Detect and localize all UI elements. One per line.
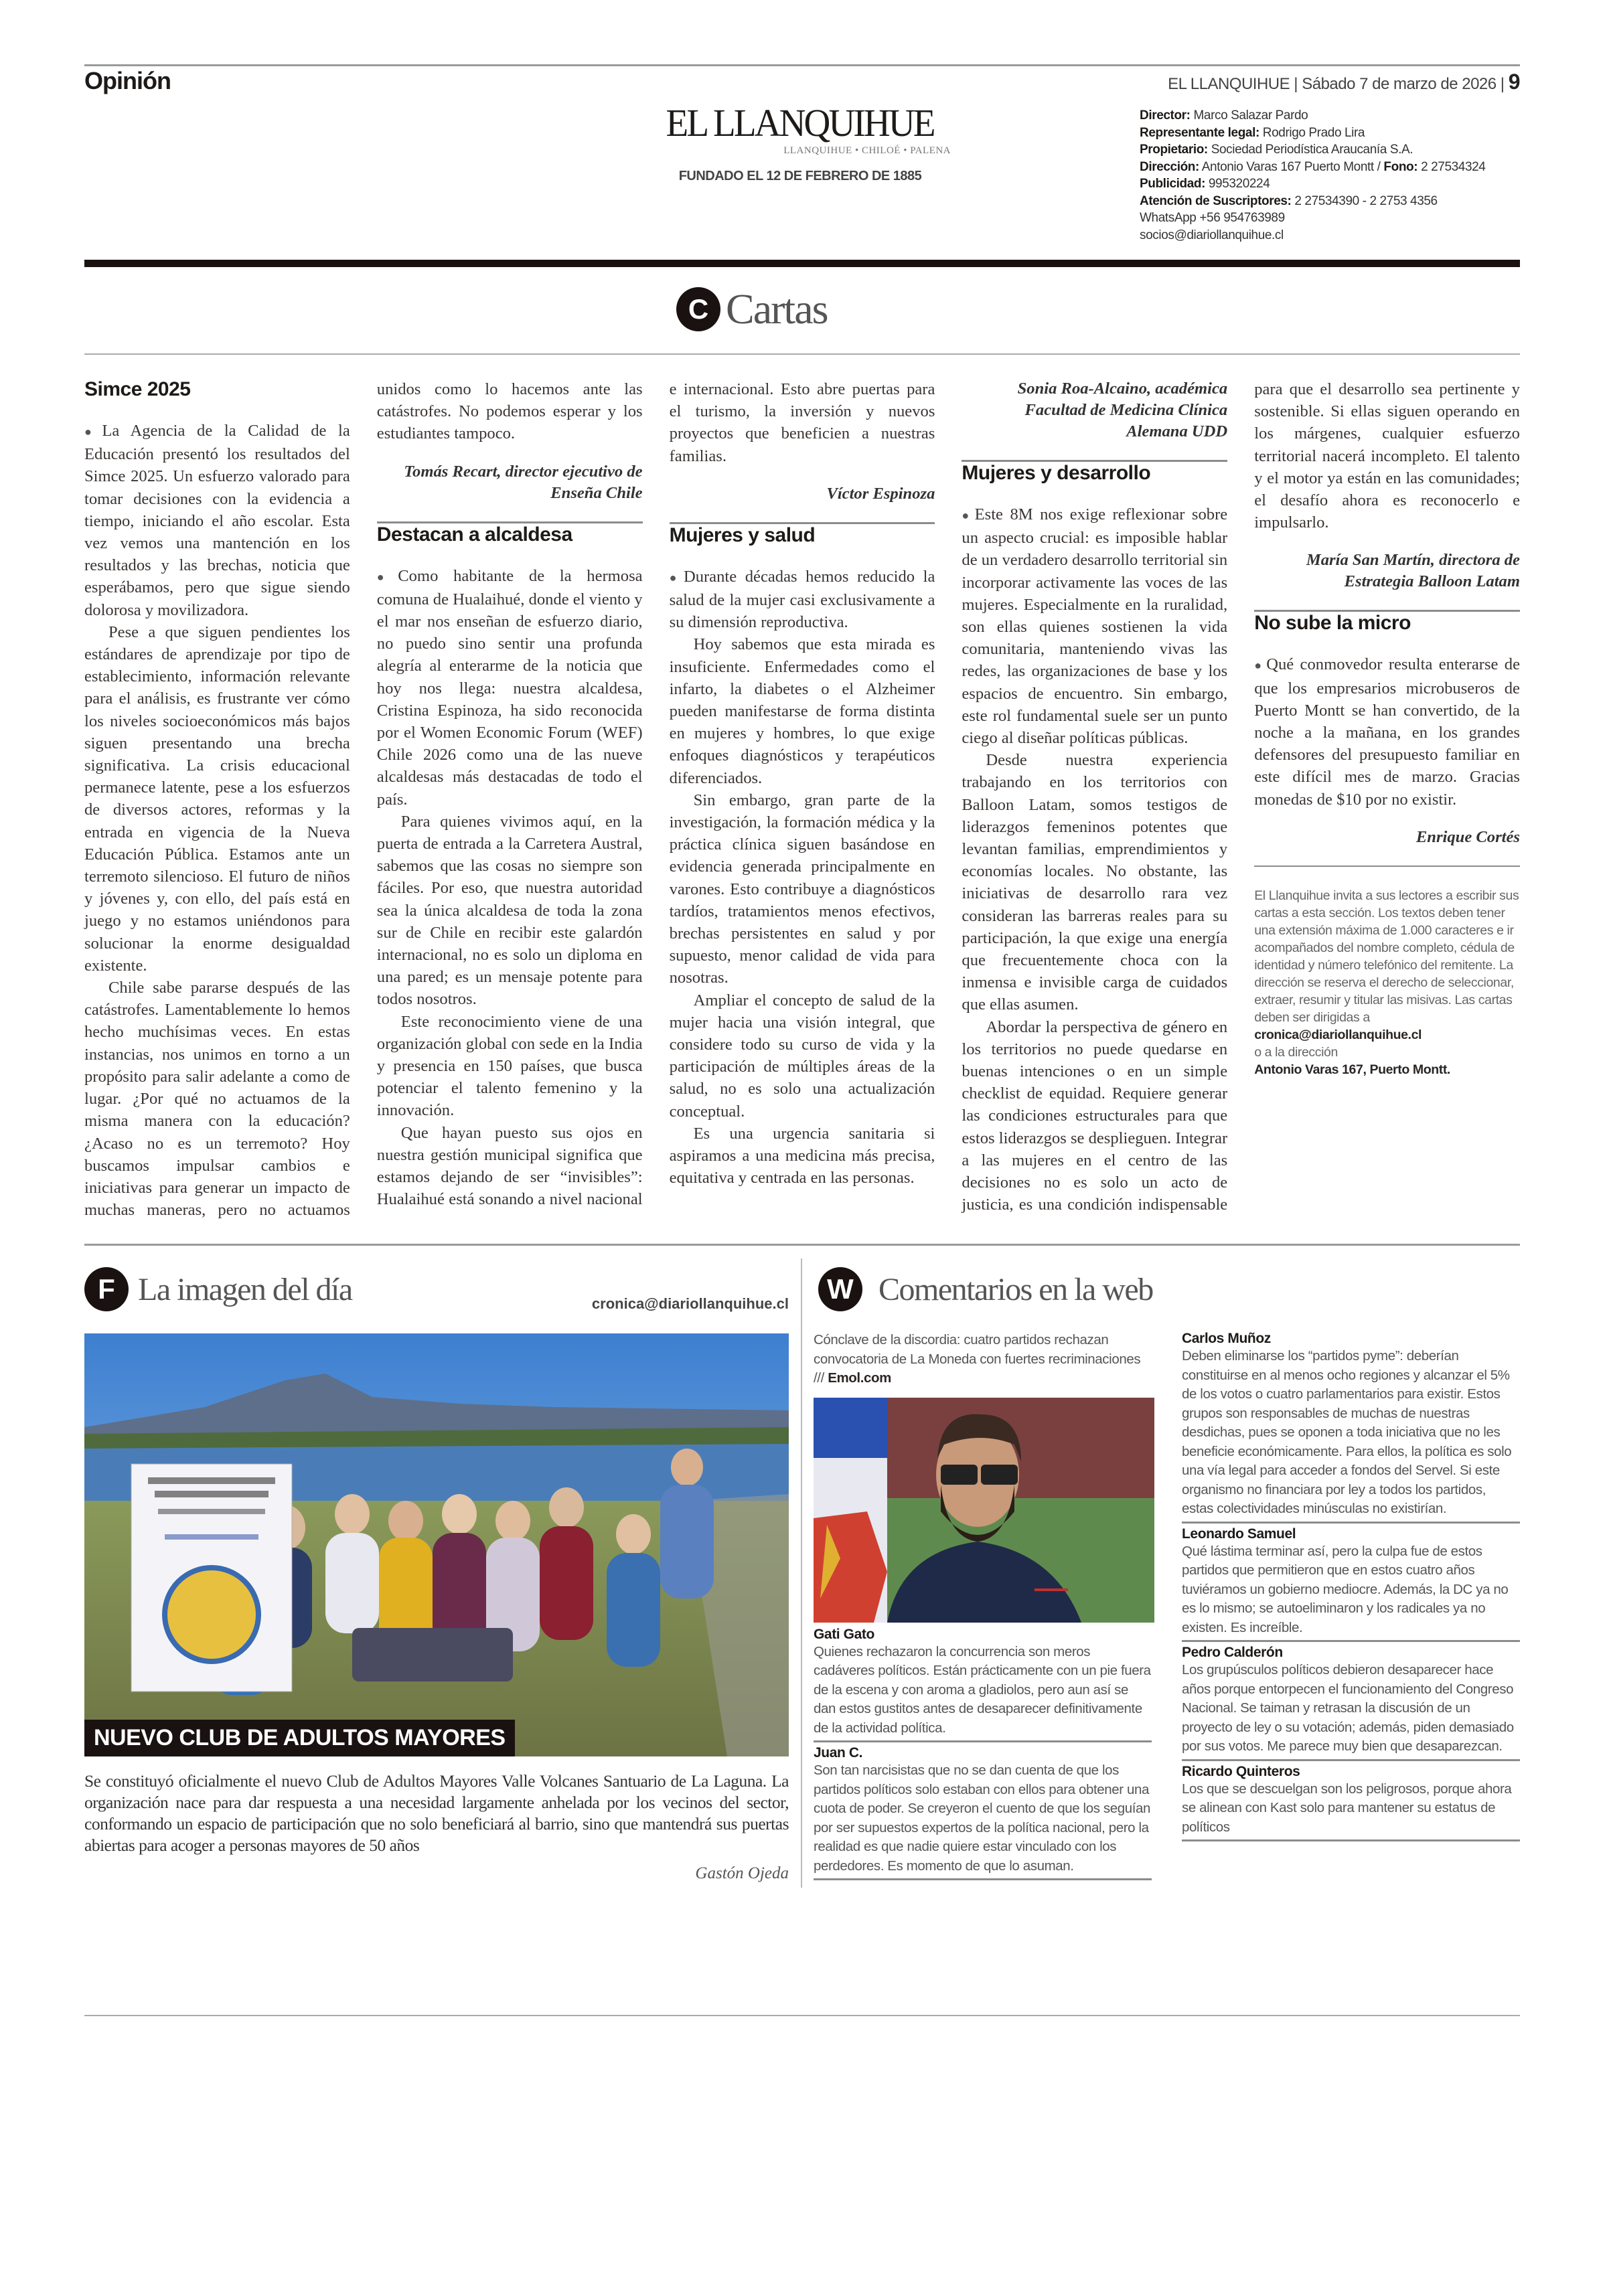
credit-label: Publicidad:	[1140, 177, 1205, 191]
letter-paragraph: Pese a que siguen pendientes los estándares de aprendizaje por tipo de establecimiento, información relevante para el análisis, es frustrante ver cómo los niveles socioeconómicos más bajos siguen presentando una brecha significativa. La crisis educacional permanece latente, pese a los esfuerzos de diversos actores, reformas y la entrada en vigencia de la Nueva Educación Pública. Estamos ante un terremoto silencioso. El futuro de niños y jóvenes y, con ello, del país está en juego y no estamos uniéndonos para solucionar la enorme desigualdad existente.	[84, 623, 350, 975]
credit-value: Marco Salazar Pardo	[1193, 108, 1308, 122]
cartas-rule	[84, 353, 1520, 355]
comment-item	[814, 1745, 1152, 1880]
letters-columns	[84, 378, 1520, 1230]
paper-name: EL LLANQUIHUE	[1168, 75, 1290, 93]
letter-paragraph	[670, 566, 935, 634]
credit-label: Fono:	[1383, 159, 1418, 174]
letter-paragraph: Para quienes vivimos aquí, en la puerta de entrada a la Carretera Austral, sabemos que las cosas no siempre son fáciles. Por eso, que nuestra autoridad sea la única alcaldesa de toda la zona sur de Chile en recibir este galardón internacional, no es solo un diploma en una pared; es un mensaje potente para todos nosotros.	[376, 812, 643, 1009]
news-photo	[814, 1398, 1154, 1623]
bullet-icon: ●	[1254, 659, 1264, 673]
top-rule	[84, 64, 1520, 66]
logo-name: EL LLANQUIHUE	[666, 101, 935, 145]
comment-text: Deben eliminarse los “partidos pyme”: deberían constituirse en al menos ocho regiones y alcanzar el 5% de los votos o cuatro parlamentarios para existir. Estos grupos son responsables de muchas de nuestras desdichas, pues se oponen a toda iniciativa que no les beneficie económicamente. Para ellos, la política es solo una vía legal para acceder a fondos del Servel. Si este organismo no financiara por ley a todos los partidos, estas colectividades minúsculas no existirían.	[1182, 1348, 1512, 1516]
letter-signature: Tomás Recart, director ejecutivo de Enseña Chile	[404, 462, 643, 502]
comment-item	[814, 1627, 1152, 1743]
letter-title: Mujeres y desarrollo	[962, 462, 1151, 484]
comment-item	[1182, 1764, 1520, 1842]
credit-label: Atención de Suscriptores:	[1140, 193, 1292, 208]
issue-date: Sábado 7 de marzo de 2026	[1302, 75, 1497, 93]
letter-title: Simce 2025	[84, 378, 191, 400]
note-text: El Llanquihue invita a sus lectores a escribir sus cartas a esta sección. Los textos deben tener una extensión máxima de 1.000 caracteres e ir acompañados del nombre completo, cédula de identidad y número telefónico del remitente. La dirección se reserva el derecho de seleccionar, extraer, resumir y titular las misivas. Las cartas deben ser dirigidas a	[1254, 888, 1519, 1025]
comment-item	[1182, 1645, 1520, 1761]
comment-item	[1182, 1526, 1520, 1643]
letter-signature: María San Martín, directora de Estrategia Balloon Latam	[1306, 551, 1520, 591]
comment-author: Carlos Muñoz	[1182, 1331, 1271, 1346]
credit-value: Rodrigo Prado Lira	[1262, 125, 1365, 140]
paragraph-text: La Agencia de la Calidad de la Educación presentó los resultados del Simce 2025. Un esfuerzo valorado para tomar decisiones con la evidencia a tiempo, iniciando el año escolar. Esta vez vemos una mantención en los resultados y las brechas, noticia que esperábamos, pero que sigue siendo dolorosa y movilizadora.	[84, 422, 350, 619]
comment-author: Pedro Calderón	[1182, 1645, 1283, 1660]
credit-line	[1140, 193, 1485, 210]
letter-title: Mujeres y salud	[669, 523, 816, 546]
masthead-logo	[643, 100, 958, 184]
letter-paragraph	[377, 565, 643, 811]
letter	[1254, 612, 1520, 866]
credit-line	[1140, 159, 1485, 176]
comment-author: Leonardo Samuel	[1182, 1526, 1296, 1542]
letter-paragraph: Sin embargo, gran parte de la investigación, la formación médica y la práctica clínica siguen basándose en evidencia generada principalmente en varones. Esto contribuye a diagnósticos tardíos, tratamientos menos efectivos, brechas persistentes en salud y por supuesto, menor calidad de vida para nosotras.	[669, 791, 935, 987]
letter-title: Destacan a alcaldesa	[376, 523, 572, 546]
credit-line	[1140, 125, 1485, 142]
cartas-c-icon: C	[676, 287, 720, 331]
letter-paragraph: Abordar la perspectiva de género en los territorios no puede quedarse en buenas intenciones o en un simple checklist de equidad. Requiere generar las condiciones estructurales para que estos liderazgos se desplieguen. Integrar a las mujeres en el centro de las decisiones no es solo un acto de justicia, es una condición indispensable para que el desarrollo sea pertinente y sostenible. Si ellas siguen operando en los márgenes, cualquier esfuerzo territorial nacerá incompleto. El talento y el motor ya están en las comunidades; el desafío ahora es reconocerlo e impulsarlo.	[962, 380, 1520, 1214]
letter-paragraph: Es una urgencia sanitaria si aspiramos a una medicina más precisa, equitativa y centrada en las personas.	[669, 1124, 935, 1187]
credit-value: 2 27534324	[1421, 159, 1486, 174]
submission-note	[1254, 887, 1520, 1078]
comentarios-w-icon: W	[818, 1267, 862, 1311]
comment-text: Qué lástima terminar así, pero la culpa fue de estos partidos que permitieron que en estos cuatro años tuviéramos un gobierno mediocre. Además, la DC ya no es lo mismo; se autoeliminaron y los radicales ya no existen. Es increíble.	[1182, 1543, 1509, 1635]
paragraph-text: Como habitante de la hermosa comuna de Hualaihué, donde el viento y el mar nos enseñan de esfuerzo diario, no puedo sino sentir una profunda alegría al enterarme de la noticia que hoy nos llega: nuestra alcaldesa, Cristina Espinoza, ha sido reconocida por el Women Economic Forum (WEF) Chile 2026 como una de las nueve alcaldesas más destacadas de todo el país.	[376, 566, 643, 809]
comments-columns	[814, 1331, 1520, 1893]
imagen-header	[84, 1267, 352, 1311]
credit-value: Antonio Varas 167 Puerto Montt /	[1201, 159, 1381, 174]
comentarios-title: Comentarios en la web	[878, 1271, 1153, 1307]
letter-paragraph	[1254, 653, 1520, 810]
founded-line: FUNDADO EL 12 DE FEBRERO DE 1885	[678, 169, 922, 183]
credit-value: 995320224	[1208, 177, 1270, 191]
letter-paragraph: Este reconocimiento viene de una organización global con sede en la India y presencia en 150 países, que busca potenciar el talento femenino y la innovación.	[376, 1012, 643, 1120]
letter-signature: Víctor Espinoza	[826, 484, 935, 503]
dateline: EL LLANQUIHUE | Sábado 7 de marzo de 2026 | 9	[1168, 70, 1520, 94]
bottom-rule	[84, 2015, 1520, 2016]
logo-subtitle: LLANQUIHUE • CHILOÉ • PALENA	[783, 145, 951, 156]
comment-text: Los que se descuelgan son los peligrosos, porque ahora se alinean con Kast solo para mantener su estatus de políticos	[1182, 1781, 1512, 1835]
letter-title: No sube la micro	[1254, 612, 1411, 635]
comment-text: Quienes rechazaron la concurrencia son meros cadáveres políticos. Están prácticamente con un pie fuera de la escena y con aroma a gladiolos, pero aun así se dan estos gustitos antes de desaparecer definitivamente de la actividad política.	[814, 1643, 1151, 1736]
credit-line	[1140, 175, 1485, 193]
imagen-f-icon: F	[84, 1267, 129, 1311]
credit-label: Representante legal:	[1140, 125, 1259, 140]
letter-paragraph	[84, 420, 350, 621]
letter-paragraph	[962, 503, 1227, 749]
bullet-icon: ●	[962, 509, 972, 522]
imagen-email[interactable]: cronica@diariollanquihue.cl	[591, 1295, 789, 1312]
contact-email[interactable]: socios@diariollanquihue.cl	[1140, 228, 1284, 242]
letter-divider	[1254, 866, 1520, 867]
staff-credits	[1140, 107, 1485, 244]
group-photo-image	[84, 1333, 789, 1756]
credit-label: Dirección:	[1140, 159, 1199, 174]
paragraph-text: Qué conmovedor resulta enterarse de que los empresarios microbuseros de Puerto Montt se han convertido, de la noche a la mañana, en los grandes defensores del presupuesto familiar en este difícil mes de marzo. Gracias monedas de $10 por no existir.	[1254, 655, 1520, 809]
bullet-icon: ●	[669, 570, 681, 584]
letter-paragraph: Chile sabe pararse después de las catástrofes. Lamentablemente lo hemos hecho muchísimas veces. En estas instancias, nos unimos en torno a un propósito para salir adelante a como de lugar. ¿Por qué no actuamos de la misma manera con la educación? ¿Acaso no es un terremoto? Hoy buscamos impulsar cambios e iniciativas para generar un impacto de muchas maneras, pero no actuamos unidos como lo hacemos ante las catástrofes. No podemos esperar y los estudiantes tampoco.	[84, 380, 643, 1220]
section-label: Opinión	[84, 67, 171, 94]
letter-paragraph: Ampliar el concepto de salud de la mujer hacia una visión integral, que considere todo su curso de vida y la participación de múltiples áreas de la salud, no es solo una actualización conceptual.	[669, 991, 935, 1121]
cartas-header	[676, 284, 828, 334]
cartas-title: Cartas	[726, 285, 828, 333]
header-bar	[84, 260, 1520, 267]
comment-author: Ricardo Quinteros	[1182, 1763, 1300, 1779]
paragraph-text: Durante décadas hemos reducido la salud de la mujer casi exclusivamente a su dimensión reproductiva.	[669, 567, 935, 632]
bullet-icon: ●	[376, 570, 396, 584]
letter-paragraph: Que hayan puesto sus ojos en nuestra gestión municipal significa que estamos dejando de ser “invisibles”: Hualaihué está sonando a nivel nacional e internacional. Esto abre puertas para el turismo, la inversión y nuevos proyectos que beneficien a nuestras familias.	[376, 380, 935, 1209]
comment-text: Son tan narcisistas que no se dan cuenta de que los partidos políticos solo estaban con ellos para obtener una cuota de poder. Se creyeron el cuento de que los seguían por ser supuestos expertos de la política nacional, pero la realidad es que nadie quiere estar vinculado con los perdedores. Es momento de que lo asuman.	[814, 1762, 1151, 1874]
comment-text: Los grupúsculos políticos debieron desaparecer hace años porque entorpecen el funcionamiento del Congreso Nacional. Se taiman y retrasan la discusión de un proyecto de ley o su votación; además, piden demasiado por sus votos. Me parece muy bien que desaparezcan.	[1182, 1662, 1514, 1754]
bullet-icon: ●	[84, 425, 100, 438]
note-email[interactable]: cronica@diariollanquihue.cl	[1254, 1027, 1422, 1042]
headline-source[interactable]: Emol.com	[828, 1370, 891, 1386]
imagen-title: La imagen del día	[138, 1271, 352, 1307]
comentarios-header	[818, 1267, 1153, 1311]
credit-value: Sociedad Periodística Araucanía S.A.	[1211, 143, 1413, 157]
comment-author: Juan C.	[814, 1745, 863, 1760]
photo-of-the-day	[84, 1333, 789, 1756]
credit-label: Propietario:	[1140, 143, 1208, 157]
comments-headline	[814, 1331, 1152, 1388]
paragraph-text: Este 8M nos exige reflexionar sobre un aspecto crucial: es imposible hablar de un verdadero desarrollo territorial sin incorporar activamente las voces de las mujeres. Especialmente en la ruralidad, son ellas quienes sostienen la vida comunitaria, manteniendo vivas las redes, las organizaciones de base y los espacios de encuentro. Sin embargo, este rol fundamental suele ser un punto ciego al diseñar políticas públicas.	[962, 505, 1228, 748]
letter-signature: Sonia Roa-Alcaino, académica Facultad de Medicina Clínica Alemana UDD	[1017, 380, 1228, 440]
photo-banner: NUEVO CLUB DE ADULTOS MAYORES	[84, 1720, 515, 1756]
column-divider	[801, 1258, 802, 1888]
credit-value: 2 27534390 - 2 2753 4356	[1294, 193, 1438, 208]
letter-signature: Enrique Cortés	[1415, 827, 1520, 846]
comment-author: Gati Gato	[814, 1626, 874, 1642]
comment-item	[1182, 1331, 1520, 1524]
section-rule	[84, 1244, 1520, 1246]
credit-label: Director:	[1140, 108, 1191, 122]
credit-line	[1140, 107, 1485, 125]
headline-text: Cónclave de la discordia: cuatro partidos rechazan convocatoria de La Moneda con fuertes recriminaciones ///	[814, 1332, 1141, 1386]
photo-credit: Gastón Ojeda	[695, 1864, 789, 1882]
letter-paragraph: Hoy sabemos que esta mirada es insuficiente. Enfermedades como el infarto, la diabetes o el Alzheimer pueden manifestarse de forma distinta en mujeres y hombres, lo que exige enfoques diagnósticos y terapéuticos diferenciados.	[669, 635, 935, 787]
photo-caption: Se constituyó oficialmente el nuevo Club de Adultos Mayores Valle Volcanes Santuario de La Laguna. La organización nace para dar respuesta a una necesidad largamente anhelada por los vecinos del sector, conformando un espacio de participación que no solo beneficiará al barrio, sino que mantendrá sus puertas abiertas para acoger a personas mayores de 50 años	[84, 1771, 789, 1855]
letter-paragraph: Desde nuestra experiencia trabajando en los territorios con Balloon Latam, somos testigos de liderazgos femeninos potentes que levantan familias, emprendimientos y economías locales. No obstante, las iniciativas de desarrollo rara vez consideran las barreras reales para su participación, la que exige una energía que frecuentemente choca con la inmensa e invisible carga de cuidados que ellas asumen.	[962, 751, 1228, 1014]
credit-line	[1140, 141, 1485, 159]
note-address: Antonio Varas 167, Puerto Montt.	[1254, 1062, 1450, 1077]
whatsapp: WhatsApp +56 954763989	[1140, 211, 1285, 225]
note-or: o a la dirección	[1254, 1044, 1338, 1060]
page-number: 9	[1508, 70, 1520, 94]
